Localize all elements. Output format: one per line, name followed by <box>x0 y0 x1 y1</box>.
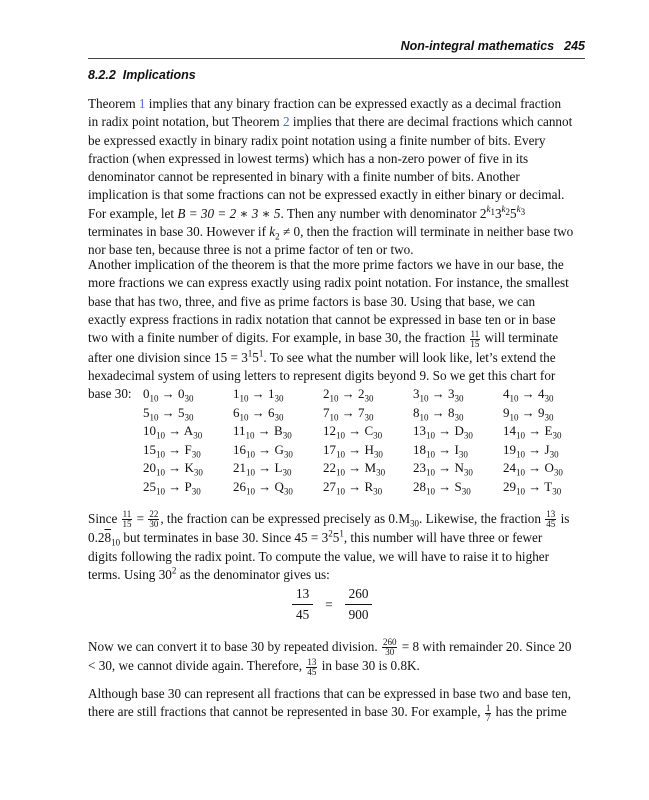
paragraph-4: Now we can convert it to base 30 by repeated division. $\frac{260}{30}$ = 8 with remainder 20. Since 20 < 30, we cannot divide again. Therefore, $\frac{13}{45}$ in base 30 is 0.8K. <box>88 637 572 677</box>
chart-entry: $19_{10} \to J_{30}$ <box>503 441 559 460</box>
chart-entry: $22_{10} \to M_{30}$ <box>323 460 386 478</box>
chart-entry: $6_{10} \to 6_{30}$ <box>233 404 284 423</box>
chart-entry: $26_{10} \to Q_{30}$ <box>233 478 293 497</box>
base30-chart <box>143 385 593 496</box>
section-number: 8.2.2 <box>88 68 116 82</box>
display-equation: $\frac{13}{45}$ = $\frac{260}{900}$ <box>292 584 372 625</box>
chart-entry: $28_{10} \to S_{30}$ <box>413 478 471 497</box>
chart-entry: $21_{10} \to L_{30}$ <box>233 460 292 478</box>
theorem-1-link[interactable]: 1 <box>138 96 146 111</box>
paragraph-5: Although base 30 can represent all fractions that can be expressed in base two and base ten, there are still fractions that cannot be represented in base 30. For example, $\frac{1}{7}$ has the prime <box>88 686 572 723</box>
paragraph-1: Theorem 1 implies that any binary fraction can be expressed exactly as a decimal fraction in radix point notation, but Theorem 2 implies that there are decimal fractions which cannot be expressed exactly in binary radix point notation using a finite number of bits. Every fraction (when expressed in lowest terms) which has a non-zero power of five in its denominator cannot be represented in binary with a finite number of bits. Another implication is that some fractions can not be expressed exactly in either binary or decimal. For example, let B = 30 = 2 ∗ 3 ∗ 5. Then any number with denominator $2^{k_1}3^{k_2}5^{k_3}$ terminates in base 30. However if $k_2 \ne 0$, then the fraction will terminate in neither base two nor base ten, because three is not a prime factor of ten or two. <box>88 96 574 258</box>
chart-row <box>143 478 593 497</box>
fraction-22-30: $\frac{22}{30}$ <box>149 509 159 530</box>
chart-entry: $4_{10} \to 4_{30}$ <box>503 386 554 404</box>
chart-entry: $11_{10} \to B_{30}$ <box>233 423 292 441</box>
chart-entry: $2_{10} \to 2_{30}$ <box>323 386 374 404</box>
chart-entry: $14_{10} \to E_{30}$ <box>503 423 562 441</box>
chart-entry: $27_{10} \to R_{30}$ <box>323 478 383 497</box>
theorem-2-link[interactable]: 2 <box>282 114 290 130</box>
chart-entry: $24_{10} \to O_{30}$ <box>503 460 563 478</box>
chart-row <box>143 404 593 423</box>
chart-entry: $16_{10} \to G_{30}$ <box>233 441 293 460</box>
fraction-13-45: $\frac{13}{45}$ <box>546 509 556 530</box>
chart-row <box>143 459 593 478</box>
chart-entry: $25_{10} \to P_{30}$ <box>143 478 201 497</box>
fraction-13-45-b: $\frac{13}{45}$ <box>307 656 317 677</box>
chart-entry: $12_{10} \to C_{30}$ <box>323 423 383 441</box>
chart-row <box>143 385 593 404</box>
chart-entry: $1_{10} \to 1_{30}$ <box>233 386 284 404</box>
header-rule <box>88 58 585 59</box>
chart-entry: $13_{10} \to D_{30}$ <box>413 423 473 441</box>
page-number: 245 <box>564 39 585 53</box>
chart-entry: $23_{10} \to N_{30}$ <box>413 460 473 478</box>
chart-entry: $5_{10} \to 5_{30}$ <box>143 404 194 423</box>
chart-entry: $29_{10} \to T_{30}$ <box>503 478 562 497</box>
paragraph-3: Since $\frac{11}{15}$ = $\frac{22}{30}$ , the fraction can be expressed precisely as $0.M_{30}$. Likewise, the fraction $\frac{13}{45}$ is $0.28_{10}$ but terminates in base 30. Since $45 = 3^25^1$, this number will have three or fewer digits following the radix point. To compute the value, we will have to raise it to higher terms. Using $30^2$ as the denominator gives us: <box>88 509 570 583</box>
chart-entry: $0_{10} \to 0_{30}$ <box>143 386 194 404</box>
chart-entry: $17_{10} \to H_{30}$ <box>323 441 383 460</box>
chart-entry: $18_{10} \to I_{30}$ <box>413 441 468 460</box>
running-header <box>401 39 585 53</box>
section-heading <box>88 68 196 82</box>
chart-entry: $15_{10} \to F_{30}$ <box>143 441 201 460</box>
fraction-260-30: $\frac{260}{30}$ <box>382 637 397 658</box>
header-title: Non-integral mathematics <box>400 39 555 53</box>
fraction-11-15-b: $\frac{11}{15}$ <box>122 509 132 530</box>
chart-row <box>143 422 593 441</box>
chart-entry: $7_{10} \to 7_{30}$ <box>323 404 374 423</box>
chart-entry: $10_{10} \to A_{30}$ <box>143 423 203 441</box>
fraction-1-7: $\frac{1}{7}$ <box>485 702 491 723</box>
section-title: Implications <box>122 68 196 82</box>
chart-entry: $8_{10} \to 8_{30}$ <box>413 404 464 423</box>
chart-row <box>143 441 593 460</box>
chart-entry: $9_{10} \to 9_{30}$ <box>503 404 554 423</box>
chart-entry: $20_{10} \to K_{30}$ <box>143 460 203 478</box>
fraction-11-15: $\frac{11}{15}$ <box>470 328 480 349</box>
chart-entry: $3_{10} \to 3_{30}$ <box>413 386 464 404</box>
paragraph-2: Another implication of the theorem is that the more prime factors we have in our base, the more fractions we can express exactly using radix point notation. For instance, the smallest base that has two, three, and five as prime factors is base 30. Using that base, we can exactly express fractions in radix notation that cannot be expressed in base ten or in base two with a finite number of digits. For example, in base 30, the fraction $\frac{11}{15}$ will terminate after one division since $15 = 3^15^1$. To see what the number will look like, let’s extend the hexadecimal system of using letters to represent digits beyond 9. So we get this chart for base 30: <box>88 257 569 402</box>
